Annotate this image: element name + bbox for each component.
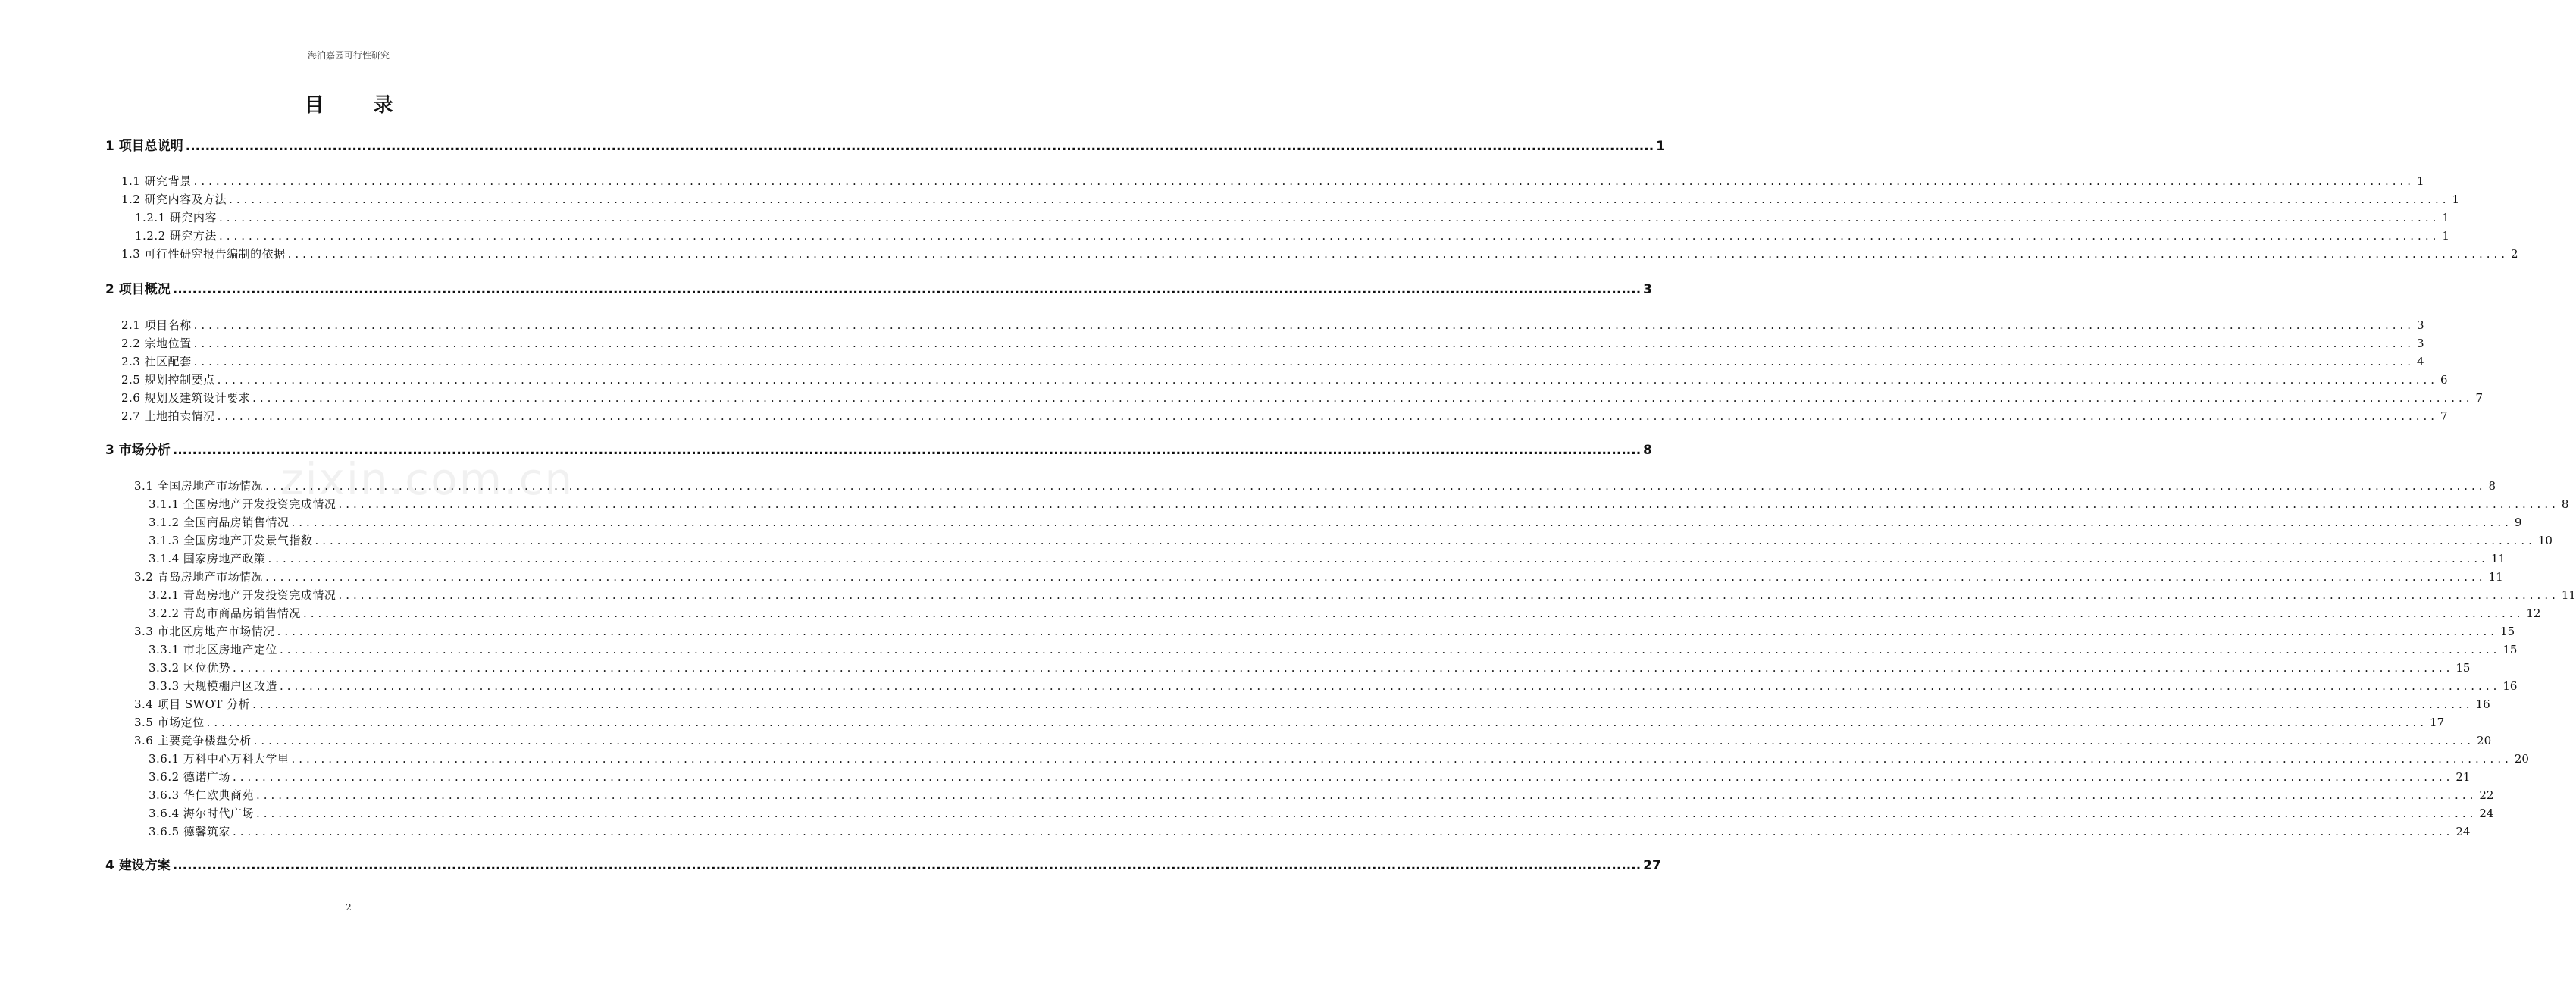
toc-leader-dots: ............................................................................................................................................................................................................................................................................................................ — [193, 337, 2415, 350]
toc-entry-label: 1 项目总说明 — [105, 139, 183, 154]
toc-entry-page: 10 — [2537, 534, 2553, 547]
toc-entry[interactable] — [105, 857, 1661, 875]
toc-leader-dots: ............................................................................................................................................................................................................................................................................................................ — [255, 807, 2477, 820]
toc-leader-dots: ............................................................................................................................................................................................................................................................................................................ — [287, 247, 2509, 261]
toc-leader-dots: ............................................................................................................................................................................................................................................................................................................ — [252, 697, 2474, 711]
toc-entry[interactable] — [134, 732, 2492, 749]
toc-leader-dots: ............................................................................................................................................................................................................................................................................................................ — [172, 858, 1642, 873]
toc-entry-label: 2.3 社区配套 — [121, 355, 192, 368]
toc-entry-page: 15 — [2502, 643, 2518, 656]
toc-leader-dots: ............................................................................................................................................................................................................................................................................................................ — [172, 282, 1642, 297]
toc-entry-page: 2 — [2511, 247, 2518, 261]
toc-leader-dots: ............................................................................................................................................................................................................................................................................................................ — [277, 625, 2499, 638]
toc-entry[interactable] — [134, 569, 2503, 585]
toc-entry[interactable] — [121, 317, 2424, 334]
toc-entry-label: 3.2.2 青岛市商品房销售情况 — [149, 606, 301, 620]
toc-leader-dots: ............................................................................................................................................................................................................................................................................................................ — [193, 174, 2415, 188]
toc-entry-page: 7 — [2475, 391, 2484, 405]
toc-entry-label: 3.2.1 青岛房地产开发投资完成情况 — [149, 588, 336, 602]
toc-entry-label: 3.5 市场定位 — [134, 716, 205, 729]
toc-entry-label: 1.1 研究背景 — [121, 174, 192, 188]
toc-entry[interactable] — [134, 696, 2490, 713]
toc-entry-page: 11 — [2488, 570, 2503, 584]
toc-entry-label: 3.6 主要竞争楼盘分析 — [134, 734, 252, 747]
toc-leader-dots: ............................................................................................................................................................................................................................................................................................................ — [315, 534, 2536, 547]
toc-leader-dots: ............................................................................................................................................................................................................................................................................................................ — [232, 661, 2454, 675]
toc-entry[interactable] — [149, 496, 2569, 512]
toc-entry[interactable] — [134, 623, 2515, 640]
toc-entry[interactable] — [105, 137, 1665, 155]
toc-entry-label: 3.6.5 德馨筑家 — [149, 825, 230, 838]
toc-entry-label: 3.1.3 全国房地产开发景气指数 — [149, 534, 313, 547]
toc-entry-label: 1.2 研究内容及方法 — [121, 193, 227, 206]
toc-entry-page: 3 — [2417, 337, 2424, 350]
toc-entry-label: 3.1.2 全国商品房销售情况 — [149, 515, 290, 529]
toc-entry-page: 9 — [2514, 515, 2522, 529]
toc-entry[interactable] — [134, 714, 2445, 731]
toc-entry-label: 1.2.1 研究内容 — [135, 211, 217, 224]
toc-entry-page: 16 — [2502, 679, 2518, 693]
toc-leader-dots: ............................................................................................................................................................................................................................................................................................................ — [218, 211, 2440, 224]
toc-entry-page: 1 — [2417, 174, 2424, 188]
toc-entry-page: 8 — [2561, 497, 2569, 511]
toc-leader-dots: ............................................................................................................................................................................................................................................................................................................ — [217, 409, 2439, 423]
toc-leader-dots: ............................................................................................................................................................................................................................................................................................................ — [206, 716, 2428, 729]
toc-leader-dots: ............................................................................................................................................................................................................................................................................................................ — [268, 552, 2489, 566]
toc-leader-dots: ............................................................................................................................................................................................................................................................................................................ — [302, 606, 2524, 620]
toc-entry[interactable] — [149, 660, 2471, 676]
toc-entry-page: 8 — [2488, 479, 2496, 493]
toc-entry-page: 3 — [2417, 318, 2424, 332]
toc-entry-page: 1 — [2442, 211, 2449, 224]
toc-entry[interactable] — [121, 191, 2460, 208]
toc-entry-label: 3 市场分析 — [105, 443, 171, 458]
toc-entry-label: 3.6.1 万科中心万科大学里 — [149, 752, 290, 766]
toc-entry-label: 3.1.4 国家房地产政策 — [149, 552, 266, 566]
toc-entry-label: 3.4 项目 SWOT 分析 — [134, 697, 251, 711]
toc-entry-label: 3.3.3 大规模棚户区改造 — [149, 679, 277, 693]
toc-entry-page: 11 — [2561, 588, 2576, 602]
toc-entry[interactable] — [149, 605, 2541, 622]
toc-entry-page: 8 — [1643, 443, 1652, 458]
toc-entry[interactable] — [149, 587, 2576, 603]
page-title: 目 录 — [304, 94, 415, 117]
toc-entry[interactable] — [135, 209, 2449, 226]
toc-entry-page: 1 — [2452, 193, 2460, 206]
toc-leader-dots: ............................................................................................................................................................................................................................................................................................................ — [338, 588, 2559, 602]
toc-entry-label: 2.5 规划控制要点 — [121, 373, 215, 387]
toc-leader-dots: ............................................................................................................................................................................................................................................................................................................ — [291, 515, 2512, 529]
toc-leader-dots: ............................................................................................................................................................................................................................................................................................................ — [279, 643, 2501, 656]
toc-entry[interactable] — [149, 787, 2494, 804]
toc-entry[interactable] — [149, 532, 2553, 549]
toc-entry[interactable] — [149, 823, 2471, 840]
toc-entry[interactable] — [135, 227, 2449, 244]
toc-entry-label: 1.3 可行性研究报告编制的依据 — [121, 247, 286, 261]
toc-entry[interactable] — [121, 246, 2518, 262]
toc-leader-dots: ............................................................................................................................................................................................................................................................................................................ — [193, 355, 2415, 368]
toc-leader-dots: ............................................................................................................................................................................................................................................................................................................ — [218, 229, 2440, 243]
toc-entry[interactable] — [121, 353, 2424, 370]
toc-entry-label: 3.6.2 德诺广场 — [149, 770, 230, 784]
toc-entry-label: 2.6 规划及建筑设计要求 — [121, 391, 251, 405]
toc-leader-dots: ............................................................................................................................................................................................................................................................................................................ — [252, 391, 2474, 405]
toc-entry-label: 3.6.4 海尔时代广场 — [149, 807, 254, 820]
toc-entry-label: 2.2 宗地位置 — [121, 337, 192, 350]
toc-entry-label: 3.2 青岛房地产市场情况 — [134, 570, 264, 584]
toc-leader-dots: ............................................................................................................................................................................................................................................................................................................ — [232, 770, 2454, 784]
toc-entry-page: 21 — [2455, 770, 2471, 784]
toc-leader-dots: ............................................................................................................................................................................................................................................................................................................ — [193, 318, 2415, 332]
toc-entry-label: 3.3 市北区房地产市场情况 — [134, 625, 275, 638]
toc-entry-label: 4 建设方案 — [105, 858, 171, 873]
toc-entry-label: 2 项目概况 — [105, 282, 171, 297]
toc-entry-page: 24 — [2455, 825, 2471, 838]
toc-entry[interactable] — [134, 478, 2496, 494]
toc-entry-page: 12 — [2526, 606, 2541, 620]
toc-entry-page: 1 — [2442, 229, 2449, 243]
toc-leader-dots: ............................................................................................................................................................................................................................................................................................................ — [253, 734, 2475, 747]
toc-entry[interactable] — [121, 408, 2448, 425]
toc-entry-label: 3.3.2 区位优势 — [149, 661, 230, 675]
toc-entry-label: 1.2.2 研究方法 — [135, 229, 217, 243]
toc-entry[interactable] — [149, 641, 2518, 658]
toc-entry-page: 24 — [2479, 807, 2494, 820]
toc-entry-label: 3.1 全国房地产市场情况 — [134, 479, 264, 493]
toc-leader-dots: ............................................................................................................................................................................................................................................................................................................ — [265, 479, 2487, 493]
toc-entry[interactable] — [149, 769, 2471, 785]
toc-entry-page: 17 — [2430, 716, 2445, 729]
toc-entry-page: 16 — [2475, 697, 2490, 711]
toc-entry[interactable] — [121, 371, 2448, 388]
toc-entry[interactable] — [149, 514, 2522, 531]
toc-entry[interactable] — [121, 390, 2484, 406]
header-title: 海泊嘉园可行性研究 — [307, 50, 390, 61]
toc-entry[interactable] — [149, 678, 2518, 694]
toc-entry-page: 4 — [2417, 355, 2424, 368]
toc-entry-page: 15 — [2500, 625, 2515, 638]
toc-leader-dots: ............................................................................................................................................................................................................................................................................................................ — [338, 497, 2559, 511]
toc-entry-page: 15 — [2455, 661, 2471, 675]
toc-entry[interactable] — [105, 441, 1652, 459]
toc-entry-page: 11 — [2490, 552, 2506, 566]
toc-entry[interactable] — [121, 335, 2424, 352]
toc-leader-dots: ............................................................................................................................................................................................................................................................................................................ — [291, 752, 2512, 766]
toc-entry-page: 27 — [1643, 858, 1661, 873]
toc-leader-dots: ............................................................................................................................................................................................................................................................................................................ — [217, 373, 2439, 387]
toc-entry-page: 20 — [2477, 734, 2492, 747]
toc-entry-label: 3.3.1 市北区房地产定位 — [149, 643, 277, 656]
toc-leader-dots: ............................................................................................................................................................................................................................................................................................................ — [255, 788, 2477, 802]
toc-entry-label: 3.1.1 全国房地产开发投资完成情况 — [149, 497, 336, 511]
toc-entry[interactable] — [149, 750, 2529, 767]
toc-leader-dots: ............................................................................................................................................................................................................................................................................................................ — [172, 443, 1642, 458]
toc-entry[interactable] — [121, 173, 2424, 190]
toc-entry-page: 22 — [2479, 788, 2494, 802]
toc-entry-page: 1 — [1656, 139, 1665, 154]
toc-entry[interactable] — [105, 280, 1652, 299]
watermark: zixin.com.cn — [280, 453, 574, 505]
toc-entry-page: 3 — [1643, 282, 1652, 297]
toc-leader-dots: ............................................................................................................................................................................................................................................................................................................ — [229, 193, 2450, 206]
toc-entry-page: 6 — [2440, 373, 2448, 387]
toc-entry-label: 2.1 项目名称 — [121, 318, 192, 332]
toc-leader-dots: ............................................................................................................................................................................................................................................................................................................ — [279, 679, 2501, 693]
page-number: 2 — [346, 902, 352, 913]
toc-entry-label: 3.6.3 华仁欧典商苑 — [149, 788, 254, 802]
toc-entry-label: 2.7 土地拍卖情况 — [121, 409, 215, 423]
toc-leader-dots: ............................................................................................................................................................................................................................................................................................................ — [265, 570, 2487, 584]
toc-leader-dots: ............................................................................................................................................................................................................................................................................................................ — [185, 139, 1654, 154]
toc-entry[interactable] — [149, 550, 2506, 567]
toc-entry[interactable] — [149, 805, 2494, 822]
toc-leader-dots: ............................................................................................................................................................................................................................................................................................................ — [232, 825, 2454, 838]
toc-entry-page: 7 — [2440, 409, 2448, 423]
toc-entry-page: 20 — [2514, 752, 2529, 766]
